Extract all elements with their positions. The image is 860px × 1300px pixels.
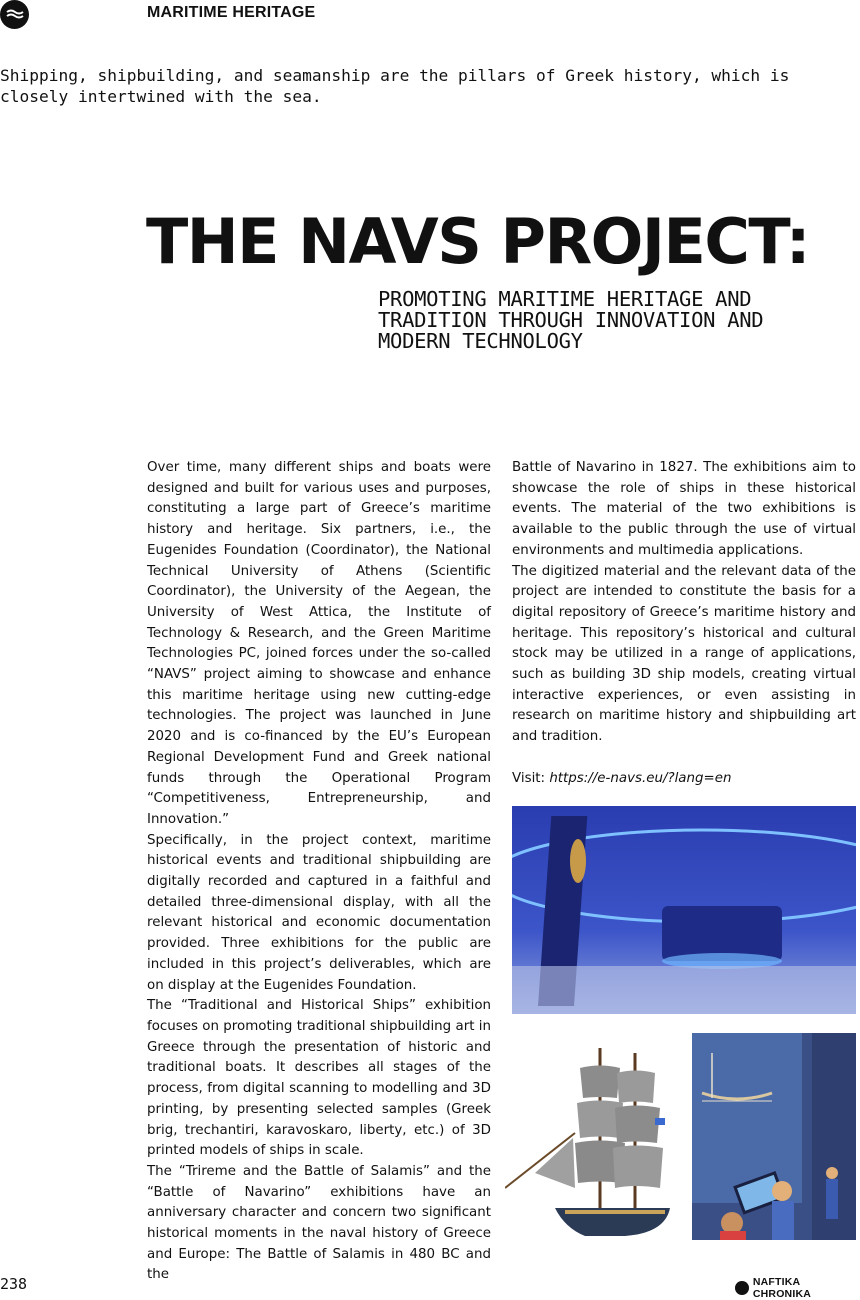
visit-link[interactable]: https://e-navs.eu/?lang=en bbox=[549, 770, 732, 786]
ship-model-image bbox=[505, 1038, 683, 1243]
visit-label: Visit: bbox=[512, 770, 550, 786]
paragraph: The “Trireme and the Battle of Salamis” and the “Battle of Navarino” exhibitions have an anniversary character and concern two significant historical moments in the naval history of Greece and Europe: The Battle of Salamis in 480 BC and the bbox=[147, 1163, 491, 1283]
left-column bbox=[147, 458, 491, 1286]
article-title: THE NAVS PROJECT: bbox=[146, 205, 810, 278]
paragraph: Specifically, in the project context, maritime historical events and traditional shipbuilding are digitally recorded and captured in a faithful and detailed three-dimensional display, with all the relevant historical and economic documentation provided. Three exhibitions for the public are included in this project’s deliverables, which are on display at the Eugenides Foundation. bbox=[147, 832, 491, 993]
section-label: MARITIME HERITAGE bbox=[147, 4, 316, 21]
page-number: 238 bbox=[0, 1275, 28, 1293]
paragraph: The “Traditional and Historical Ships” exhibition focuses on promoting traditional shipbuilding art in Greece through the presentation of historic and traditional boats. It describes all stages of the process, from digital scanning to modelling and 3D printing, by presenting selected samples (Greek brig, trechantiri, karavoskaro, liberty, etc.) of 3D printed models of ships in scale. bbox=[147, 998, 491, 1159]
visitors-exhibit-photo bbox=[692, 1033, 856, 1240]
visit-line bbox=[512, 769, 856, 790]
wave-logo-icon bbox=[0, 0, 29, 29]
paragraph: Battle of Navarino in 1827. The exhibitions aim to showcase the role of ships in these historical events. The material of the two exhibitions is available to the public through the use of virtual environments and multimedia applications. bbox=[512, 460, 856, 558]
article-subtitle: PROMOTING MARITIME HERITAGE AND TRADITION THROUGH INNOVATION AND MODERN TECHNOLOGY bbox=[378, 287, 764, 353]
paragraph: Over time, many different ships and boats were designed and built for various uses and purposes, constituting a large part of Greece’s maritime history and heritage. Six partners, i.e., the Eugenides Foundation (Coordinator), the National Technical University of Athens (Scientific Coordinator), the University of the Aegean, the University of West Attica, the Institute of Technology & Research, and the Green Maritime Technologies PC, joined forces under the so-called “NAVS” project aiming to showcase and enhance this maritime heritage using new cutting-edge technologies. The project was launched in June 2020 and is co-financed by the EU’s European Regional Development Fund and Greek national funds through the Operational Program “Competitiveness, Entrepreneurship, and Innovation.” bbox=[147, 460, 491, 827]
intro-text: Shipping, shipbuilding, and seamanship are the pillars of Greek history, which is closely intertwined with the sea. bbox=[0, 66, 790, 106]
brand-name: NAFTIKA CHRONIKA bbox=[752, 1276, 812, 1300]
right-column bbox=[512, 458, 856, 789]
brand-logo-icon bbox=[735, 1281, 749, 1295]
paragraph: The digitized material and the relevant data of the project are intended to constitute the basis for a digital repository of Greece’s maritime history and heritage. This repository’s historical and cultural stock may be utilized in a range of applications, such as building 3D ship models, creating virtual interactive experiences, or even assisting in research on maritime history and shipbuilding art and tradition. bbox=[512, 563, 856, 745]
publication-brand bbox=[735, 1276, 860, 1300]
museum-exhibition-photo bbox=[512, 806, 856, 1014]
